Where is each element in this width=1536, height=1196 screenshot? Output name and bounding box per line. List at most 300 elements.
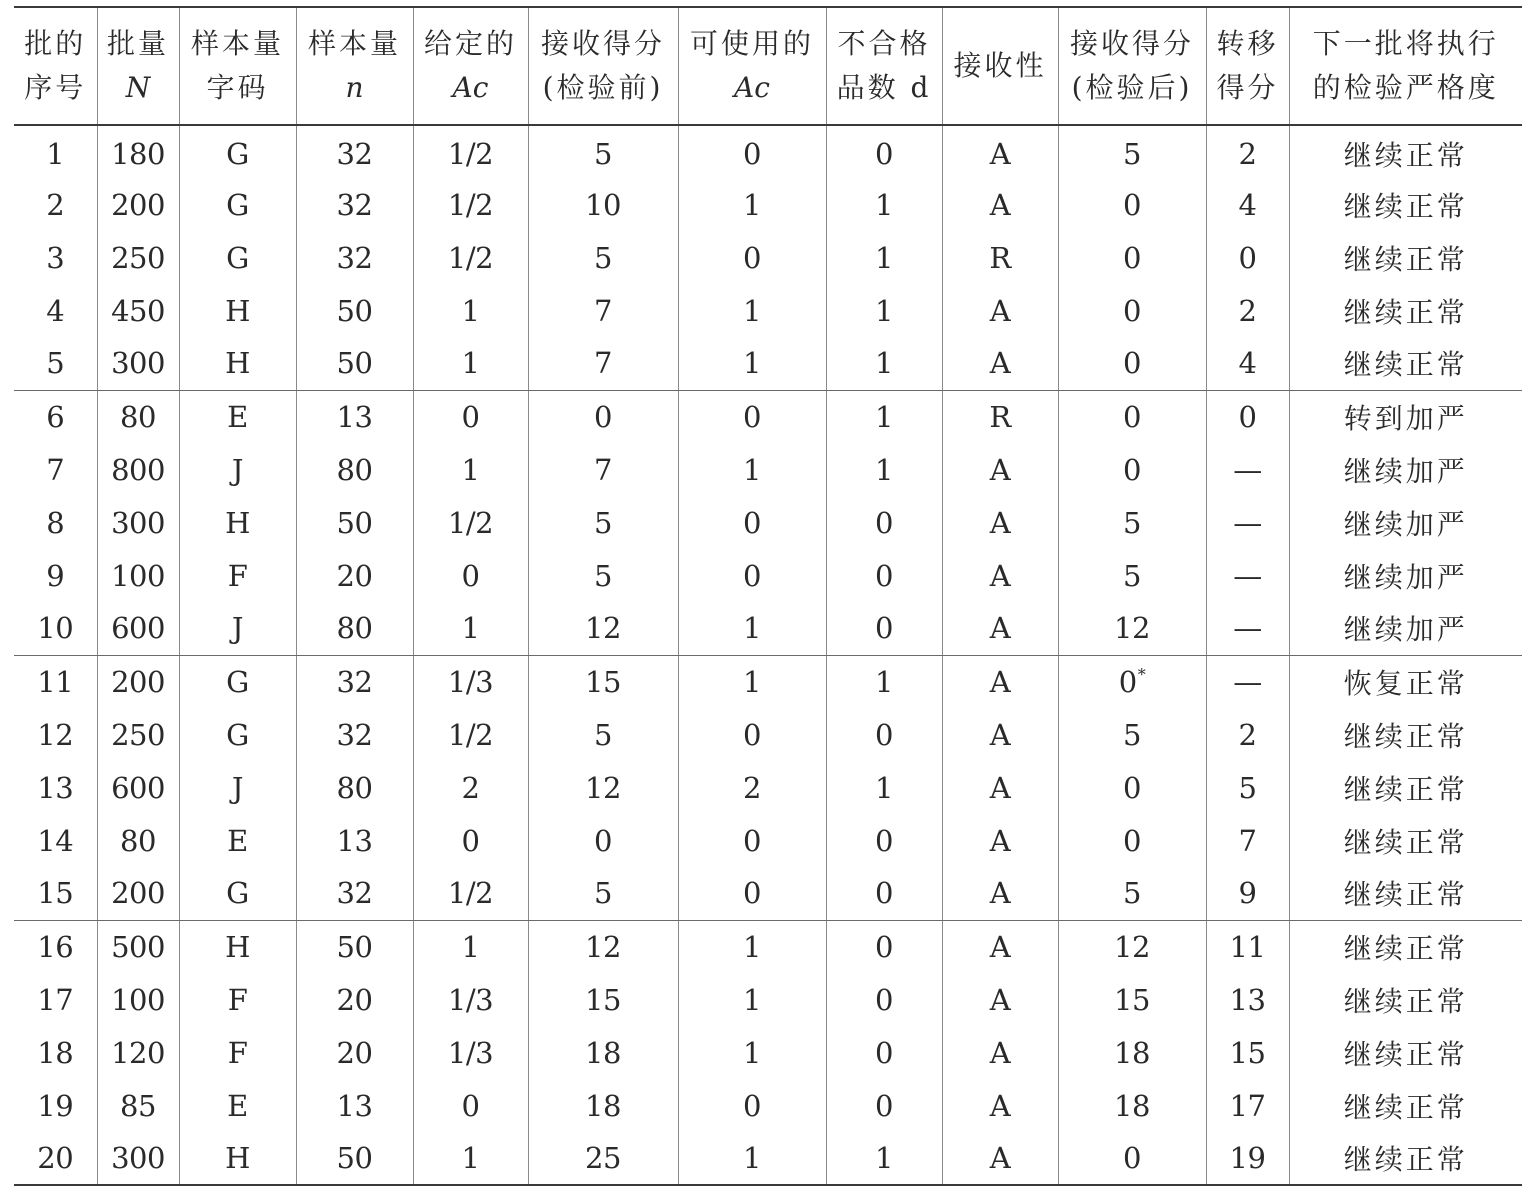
cell-given-ac: 0 xyxy=(413,1079,528,1132)
cell-nonconforming-count: 1 xyxy=(826,337,942,390)
cell-lot-number: 6 xyxy=(46,399,65,434)
cell-applicable-ac: 1 xyxy=(678,284,826,337)
cell-sample-size-code: H xyxy=(179,337,296,390)
table-row xyxy=(14,284,1522,337)
cell-sample-size-code: F xyxy=(179,1026,296,1079)
cell-switching-score: 17 xyxy=(1206,1079,1289,1132)
cell-acceptance-score-after xyxy=(1058,655,1206,708)
cell-lot-size: 200 xyxy=(97,867,179,920)
cell-acceptance-score-after: 18 xyxy=(1058,1079,1206,1132)
cell-acceptance-score-after: 18 xyxy=(1058,1026,1206,1079)
header-line-1: 给定的 xyxy=(423,27,517,60)
cell-next-inspection-severity: 继续加严 xyxy=(1289,443,1522,496)
header-nonconforming-count xyxy=(826,7,942,125)
sampling-record-table xyxy=(14,6,1522,1186)
header-line-2: 品数 d xyxy=(836,71,932,104)
cell-applicable-ac: 1 xyxy=(678,1132,826,1185)
table-row xyxy=(14,655,1522,708)
cell-sample-size: 50 xyxy=(296,920,413,973)
table-row xyxy=(14,761,1522,814)
cell-switching-score: 2 xyxy=(1206,708,1289,761)
header-acceptance-score-after xyxy=(1058,7,1206,125)
cell-lot-size: 250 xyxy=(97,231,179,284)
cell-acceptance-score-before: 18 xyxy=(528,1026,678,1079)
cell-acceptance-score-before: 7 xyxy=(528,337,678,390)
cell-acceptance-score-after: 0 xyxy=(1058,337,1206,390)
header-line-2: 字码 xyxy=(206,71,269,104)
sampling-record-sheet xyxy=(14,6,1522,1186)
cell-nonconforming-count: 0 xyxy=(826,496,942,549)
cell-nonconforming-count: 1 xyxy=(826,761,942,814)
cell-sample-size-code: E xyxy=(179,1079,296,1132)
cell-next-inspection-severity: 继续正常 xyxy=(1289,125,1522,178)
table-row xyxy=(14,1026,1522,1079)
cell-switching-score: 4 xyxy=(1206,337,1289,390)
cell-nonconforming-count: 1 xyxy=(826,178,942,231)
cell-lot-number: 10 xyxy=(14,602,97,655)
header-line-2: N xyxy=(125,71,151,104)
cell-nonconforming-count: 0 xyxy=(826,973,942,1026)
table-row xyxy=(14,178,1522,231)
cell-nonconforming-count: 0 xyxy=(826,602,942,655)
table-row xyxy=(14,867,1522,920)
cell-lot-number: 3 xyxy=(46,240,65,275)
cell-next-inspection-severity: 继续正常 xyxy=(1289,337,1522,390)
table-row xyxy=(14,920,1522,973)
cell-acceptance-score-before: 7 xyxy=(528,443,678,496)
cell-nonconforming-count: 0 xyxy=(826,708,942,761)
cell-lot-size: 300 xyxy=(97,337,179,390)
cell-lot-size: 200 xyxy=(97,178,179,231)
cell-acceptability: A xyxy=(942,1026,1058,1079)
header-line-1: 批的 xyxy=(24,27,87,60)
cell-lot-size: 300 xyxy=(97,496,179,549)
cell-given-ac: 1 xyxy=(413,443,528,496)
cell-acceptance-score-before: 0 xyxy=(528,390,678,443)
cell-given-ac: 1/2 xyxy=(413,867,528,920)
cell-sample-size: 32 xyxy=(296,125,413,178)
cell-acceptance-score-after: 0 xyxy=(1058,761,1206,814)
header-line-1: 接收得分 xyxy=(1069,27,1194,60)
cell-next-inspection-severity: 继续正常 xyxy=(1289,761,1522,814)
cell-nonconforming-count: 0 xyxy=(826,1026,942,1079)
cell-given-ac: 1/3 xyxy=(413,1026,528,1079)
cell-applicable-ac: 0 xyxy=(678,549,826,602)
cell-given-ac: 1 xyxy=(413,920,528,973)
cell-applicable-ac: 0 xyxy=(678,231,826,284)
header-line-1: 不合格 xyxy=(837,27,931,60)
cell-given-ac: 1/2 xyxy=(413,496,528,549)
header-line-2: Ac xyxy=(452,71,489,104)
cell-lot-size: 600 xyxy=(97,602,179,655)
cell-switching-score: 9 xyxy=(1206,867,1289,920)
cell-lot-number: 2 xyxy=(46,187,65,222)
header-acceptance-score-before xyxy=(528,7,678,125)
cell-lot-size: 80 xyxy=(97,390,179,443)
cell-given-ac: 1/2 xyxy=(413,178,528,231)
table-row xyxy=(14,814,1522,867)
cell-next-inspection-severity: 继续正常 xyxy=(1289,920,1522,973)
cell-sample-size-code: H xyxy=(179,496,296,549)
cell-sample-size: 80 xyxy=(296,443,413,496)
cell-acceptability: A xyxy=(942,178,1058,231)
header-next-inspection-severity xyxy=(1289,7,1522,125)
cell-sample-size-code: J xyxy=(179,443,296,496)
cell-applicable-ac: 0 xyxy=(678,1079,826,1132)
cell-lot-number: 13 xyxy=(37,770,74,805)
cell-applicable-ac: 0 xyxy=(678,125,826,178)
cell-lot-size: 450 xyxy=(97,284,179,337)
cell-next-inspection-severity: 继续正常 xyxy=(1289,231,1522,284)
cell-acceptability: R xyxy=(942,390,1058,443)
cell-switching-score: — xyxy=(1206,655,1289,708)
cell-applicable-ac: 0 xyxy=(678,496,826,549)
cell-next-inspection-severity: 继续正常 xyxy=(1289,1026,1522,1079)
cell-next-inspection-severity: 继续加严 xyxy=(1289,549,1522,602)
cell-acceptability: R xyxy=(942,231,1058,284)
cell-sample-size: 13 xyxy=(296,390,413,443)
cell-lot-size: 600 xyxy=(97,761,179,814)
header-line-2: (检验前) xyxy=(542,71,664,104)
cell-nonconforming-count: 0 xyxy=(826,814,942,867)
cell-given-ac: 0 xyxy=(413,390,528,443)
cell-switching-score: 5 xyxy=(1206,761,1289,814)
header-line-2: (检验后) xyxy=(1071,71,1193,104)
cell-acceptance-score-before: 0 xyxy=(528,814,678,867)
cell-nonconforming-count: 1 xyxy=(826,655,942,708)
cell-acceptability: A xyxy=(942,1079,1058,1132)
cell-acceptance-score-after: 12 xyxy=(1058,920,1206,973)
cell-sample-size-code: G xyxy=(179,655,296,708)
cell-acceptance-score-after: 5 xyxy=(1058,496,1206,549)
cell-acceptability: A xyxy=(942,814,1058,867)
cell-next-inspection-severity: 继续正常 xyxy=(1289,284,1522,337)
table-row xyxy=(14,973,1522,1026)
cell-next-inspection-severity: 继续正常 xyxy=(1289,1132,1522,1185)
header-line-1: 样本量 xyxy=(190,27,284,60)
header-sample-size xyxy=(296,7,413,125)
cell-applicable-ac: 1 xyxy=(678,655,826,708)
header-applicable-ac xyxy=(678,7,826,125)
cell-acceptance-score-after: 0 xyxy=(1058,1132,1206,1185)
cell-switching-score: — xyxy=(1206,496,1289,549)
table-row xyxy=(14,496,1522,549)
cell-applicable-ac: 0 xyxy=(678,390,826,443)
cell-nonconforming-count: 0 xyxy=(826,920,942,973)
table-row xyxy=(14,708,1522,761)
table-row xyxy=(14,549,1522,602)
cell-nonconforming-count: 1 xyxy=(826,1132,942,1185)
cell-sample-size: 32 xyxy=(296,178,413,231)
cell-acceptance-score-before: 5 xyxy=(528,496,678,549)
cell-acceptance-score-before: 5 xyxy=(528,549,678,602)
cell-switching-score: — xyxy=(1206,549,1289,602)
cell-acceptability: A xyxy=(942,1132,1058,1185)
cell-sample-size: 32 xyxy=(296,231,413,284)
cell-lot-size: 100 xyxy=(97,973,179,1026)
cell-next-inspection-severity: 转到加严 xyxy=(1289,390,1522,443)
cell-sample-size: 50 xyxy=(296,496,413,549)
cell-acceptability: A xyxy=(942,443,1058,496)
cell-next-inspection-severity: 继续正常 xyxy=(1289,867,1522,920)
header-line-1: 可使用的 xyxy=(689,27,814,60)
table-body xyxy=(14,125,1522,1185)
cell-switching-score: 19 xyxy=(1206,1132,1289,1185)
cell-sample-size-code: J xyxy=(179,761,296,814)
cell-acceptance-score-after: 5 xyxy=(1058,708,1206,761)
cell-lot-number: 20 xyxy=(14,1132,97,1185)
cell-acceptance-score-before: 5 xyxy=(528,231,678,284)
cell-given-ac: 1 xyxy=(413,1132,528,1185)
cell-sample-size: 32 xyxy=(296,867,413,920)
cell-nonconforming-count: 1 xyxy=(826,284,942,337)
cell-switching-score: — xyxy=(1206,602,1289,655)
cell-acceptance-score-before: 12 xyxy=(528,602,678,655)
cell-value: 0 xyxy=(1118,664,1137,699)
cell-given-ac: 1/2 xyxy=(413,125,528,178)
cell-switching-score: 7 xyxy=(1206,814,1289,867)
cell-given-ac: 0 xyxy=(413,549,528,602)
cell-nonconforming-count: 0 xyxy=(826,549,942,602)
cell-lot-size: 100 xyxy=(97,549,179,602)
cell-given-ac: 1 xyxy=(413,602,528,655)
cell-next-inspection-severity: 继续加严 xyxy=(1289,602,1522,655)
cell-lot-number: 15 xyxy=(14,867,97,920)
header-line-1: 接收性 xyxy=(953,49,1047,82)
cell-sample-size-code: H xyxy=(179,1132,296,1185)
cell-lot-number: 17 xyxy=(37,982,74,1017)
cell-lot-size: 200 xyxy=(97,655,179,708)
header-line-1: 下一批将执行 xyxy=(1312,27,1499,60)
cell-sample-size-code: F xyxy=(179,973,296,1026)
cell-switching-score: — xyxy=(1206,443,1289,496)
cell-switching-score: 0 xyxy=(1206,390,1289,443)
cell-acceptability: A xyxy=(942,761,1058,814)
cell-sample-size-code: G xyxy=(179,178,296,231)
cell-acceptability: A xyxy=(942,920,1058,973)
cell-sample-size-code: F xyxy=(179,549,296,602)
cell-sample-size: 13 xyxy=(296,1079,413,1132)
table-row xyxy=(14,231,1522,284)
footnote-mark: * xyxy=(1137,664,1146,684)
cell-acceptance-score-before: 5 xyxy=(528,867,678,920)
cell-sample-size-code: G xyxy=(179,867,296,920)
cell-acceptance-score-after: 0 xyxy=(1058,178,1206,231)
header-line-1: 样本量 xyxy=(307,27,401,60)
cell-switching-score: 13 xyxy=(1206,973,1289,1026)
cell-lot-number: 9 xyxy=(46,558,65,593)
header-lot-number xyxy=(14,7,97,125)
cell-applicable-ac: 1 xyxy=(678,178,826,231)
cell-acceptance-score-before: 15 xyxy=(528,655,678,708)
header-line-1: 接收得分 xyxy=(540,27,665,60)
cell-given-ac: 1/3 xyxy=(413,973,528,1026)
table-row xyxy=(14,125,1522,178)
cell-applicable-ac: 1 xyxy=(678,337,826,390)
cell-sample-size: 50 xyxy=(296,284,413,337)
header-line-2: Ac xyxy=(734,71,770,104)
cell-lot-number: 4 xyxy=(46,293,65,328)
cell-applicable-ac: 0 xyxy=(678,867,826,920)
cell-sample-size: 50 xyxy=(296,1132,413,1185)
cell-lot-number: 19 xyxy=(37,1088,74,1123)
cell-acceptability: A xyxy=(942,655,1058,708)
cell-lot-size: 180 xyxy=(97,125,179,178)
cell-applicable-ac: 1 xyxy=(678,1026,826,1079)
cell-given-ac: 1/2 xyxy=(413,708,528,761)
cell-acceptability: A xyxy=(942,602,1058,655)
cell-sample-size: 20 xyxy=(296,1026,413,1079)
cell-switching-score: 4 xyxy=(1206,178,1289,231)
cell-lot-size: 500 xyxy=(97,920,179,973)
cell-next-inspection-severity: 继续正常 xyxy=(1289,708,1522,761)
cell-next-inspection-severity: 继续正常 xyxy=(1289,814,1522,867)
cell-acceptance-score-before: 7 xyxy=(528,284,678,337)
cell-acceptance-score-before: 25 xyxy=(528,1132,678,1185)
header-line-2: 序号 xyxy=(24,71,87,104)
cell-lot-number: 7 xyxy=(46,452,65,487)
header-given-ac xyxy=(413,7,528,125)
cell-acceptance-score-after: 5 xyxy=(1058,549,1206,602)
cell-switching-score: 11 xyxy=(1206,920,1289,973)
cell-acceptance-score-after: 12 xyxy=(1058,602,1206,655)
cell-next-inspection-severity: 继续正常 xyxy=(1289,973,1522,1026)
cell-sample-size: 20 xyxy=(296,973,413,1026)
cell-acceptability: A xyxy=(942,284,1058,337)
cell-sample-size-code: E xyxy=(179,390,296,443)
header-switching-score xyxy=(1206,7,1289,125)
cell-switching-score: 0 xyxy=(1206,231,1289,284)
cell-sample-size-code: G xyxy=(179,231,296,284)
table-row xyxy=(14,602,1522,655)
cell-lot-number: 11 xyxy=(37,664,74,699)
cell-sample-size-code: E xyxy=(179,814,296,867)
header-line-1: 转移 xyxy=(1216,27,1279,60)
cell-acceptance-score-after: 0 xyxy=(1058,390,1206,443)
cell-sample-size: 32 xyxy=(296,655,413,708)
cell-acceptance-score-before: 12 xyxy=(528,761,678,814)
cell-lot-number: 14 xyxy=(37,823,74,858)
cell-sample-size: 32 xyxy=(296,708,413,761)
cell-acceptance-score-after: 5 xyxy=(1058,125,1206,178)
cell-nonconforming-count: 1 xyxy=(826,231,942,284)
header-line-2: 得分 xyxy=(1216,71,1279,104)
cell-acceptability: A xyxy=(942,125,1058,178)
cell-sample-size-code: J xyxy=(179,602,296,655)
cell-applicable-ac: 1 xyxy=(678,443,826,496)
table-row xyxy=(14,1079,1522,1132)
header-row xyxy=(14,7,1522,125)
cell-applicable-ac: 0 xyxy=(678,814,826,867)
table-row xyxy=(14,390,1522,443)
cell-acceptability: A xyxy=(942,496,1058,549)
cell-sample-size-code: G xyxy=(179,125,296,178)
cell-lot-number: 16 xyxy=(37,929,74,964)
cell-lot-number: 8 xyxy=(46,505,65,540)
cell-sample-size: 50 xyxy=(296,337,413,390)
cell-acceptability: A xyxy=(942,867,1058,920)
cell-acceptance-score-after: 0 xyxy=(1058,284,1206,337)
cell-acceptance-score-after: 15 xyxy=(1058,973,1206,1026)
cell-acceptance-score-after: 5 xyxy=(1058,867,1206,920)
cell-next-inspection-severity: 恢复正常 xyxy=(1289,655,1522,708)
cell-given-ac: 1 xyxy=(413,284,528,337)
cell-switching-score: 15 xyxy=(1206,1026,1289,1079)
cell-acceptance-score-before: 5 xyxy=(528,708,678,761)
cell-lot-number: 1 xyxy=(46,137,65,171)
cell-lot-number: 5 xyxy=(14,337,97,390)
header-line-1: 批量 xyxy=(106,27,169,60)
cell-given-ac: 2 xyxy=(413,761,528,814)
cell-given-ac: 1 xyxy=(413,337,528,390)
header-acceptability xyxy=(942,7,1058,125)
cell-lot-size: 250 xyxy=(97,708,179,761)
cell-switching-score: 2 xyxy=(1206,284,1289,337)
cell-acceptance-score-after: 0 xyxy=(1058,814,1206,867)
cell-acceptability: A xyxy=(942,973,1058,1026)
cell-sample-size: 20 xyxy=(296,549,413,602)
cell-lot-number: 18 xyxy=(37,1035,74,1070)
cell-switching-score: 2 xyxy=(1206,125,1289,178)
cell-sample-size-code: H xyxy=(179,920,296,973)
cell-acceptance-score-before: 15 xyxy=(528,973,678,1026)
cell-nonconforming-count: 0 xyxy=(826,1079,942,1132)
cell-acceptability: A xyxy=(942,337,1058,390)
cell-applicable-ac: 1 xyxy=(678,973,826,1026)
header-lot-size xyxy=(97,7,179,125)
header-sample-size-code xyxy=(179,7,296,125)
cell-nonconforming-count: 1 xyxy=(826,390,942,443)
cell-nonconforming-count: 0 xyxy=(826,867,942,920)
cell-nonconforming-count: 0 xyxy=(826,125,942,178)
cell-lot-size: 120 xyxy=(97,1026,179,1079)
table-row xyxy=(14,1132,1522,1185)
cell-next-inspection-severity: 继续加严 xyxy=(1289,496,1522,549)
cell-acceptance-score-after: 0 xyxy=(1058,443,1206,496)
cell-applicable-ac: 1 xyxy=(678,602,826,655)
table-header xyxy=(14,7,1522,125)
cell-next-inspection-severity: 继续正常 xyxy=(1289,1079,1522,1132)
cell-acceptance-score-before: 12 xyxy=(528,920,678,973)
cell-given-ac: 0 xyxy=(413,814,528,867)
cell-sample-size: 13 xyxy=(296,814,413,867)
cell-acceptance-score-before: 18 xyxy=(528,1079,678,1132)
cell-lot-size: 80 xyxy=(97,814,179,867)
header-line-2: n xyxy=(345,71,364,104)
cell-acceptance-score-after: 0 xyxy=(1058,231,1206,284)
cell-lot-size: 85 xyxy=(97,1079,179,1132)
table-row xyxy=(14,443,1522,496)
header-line-2: 的检验严格度 xyxy=(1312,71,1499,104)
cell-next-inspection-severity: 继续正常 xyxy=(1289,178,1522,231)
cell-sample-size-code: G xyxy=(179,708,296,761)
cell-acceptability: A xyxy=(942,708,1058,761)
cell-lot-size: 800 xyxy=(97,443,179,496)
cell-applicable-ac: 0 xyxy=(678,708,826,761)
table-row xyxy=(14,337,1522,390)
cell-acceptance-score-before: 5 xyxy=(528,125,678,178)
cell-nonconforming-count: 1 xyxy=(826,443,942,496)
cell-sample-size: 80 xyxy=(296,761,413,814)
cell-sample-size-code: H xyxy=(179,284,296,337)
cell-lot-number: 12 xyxy=(37,717,74,752)
cell-given-ac: 1/3 xyxy=(413,655,528,708)
cell-given-ac: 1/2 xyxy=(413,231,528,284)
cell-acceptance-score-before: 10 xyxy=(528,178,678,231)
cell-applicable-ac: 2 xyxy=(678,761,826,814)
cell-applicable-ac: 1 xyxy=(678,920,826,973)
cell-lot-size: 300 xyxy=(97,1132,179,1185)
